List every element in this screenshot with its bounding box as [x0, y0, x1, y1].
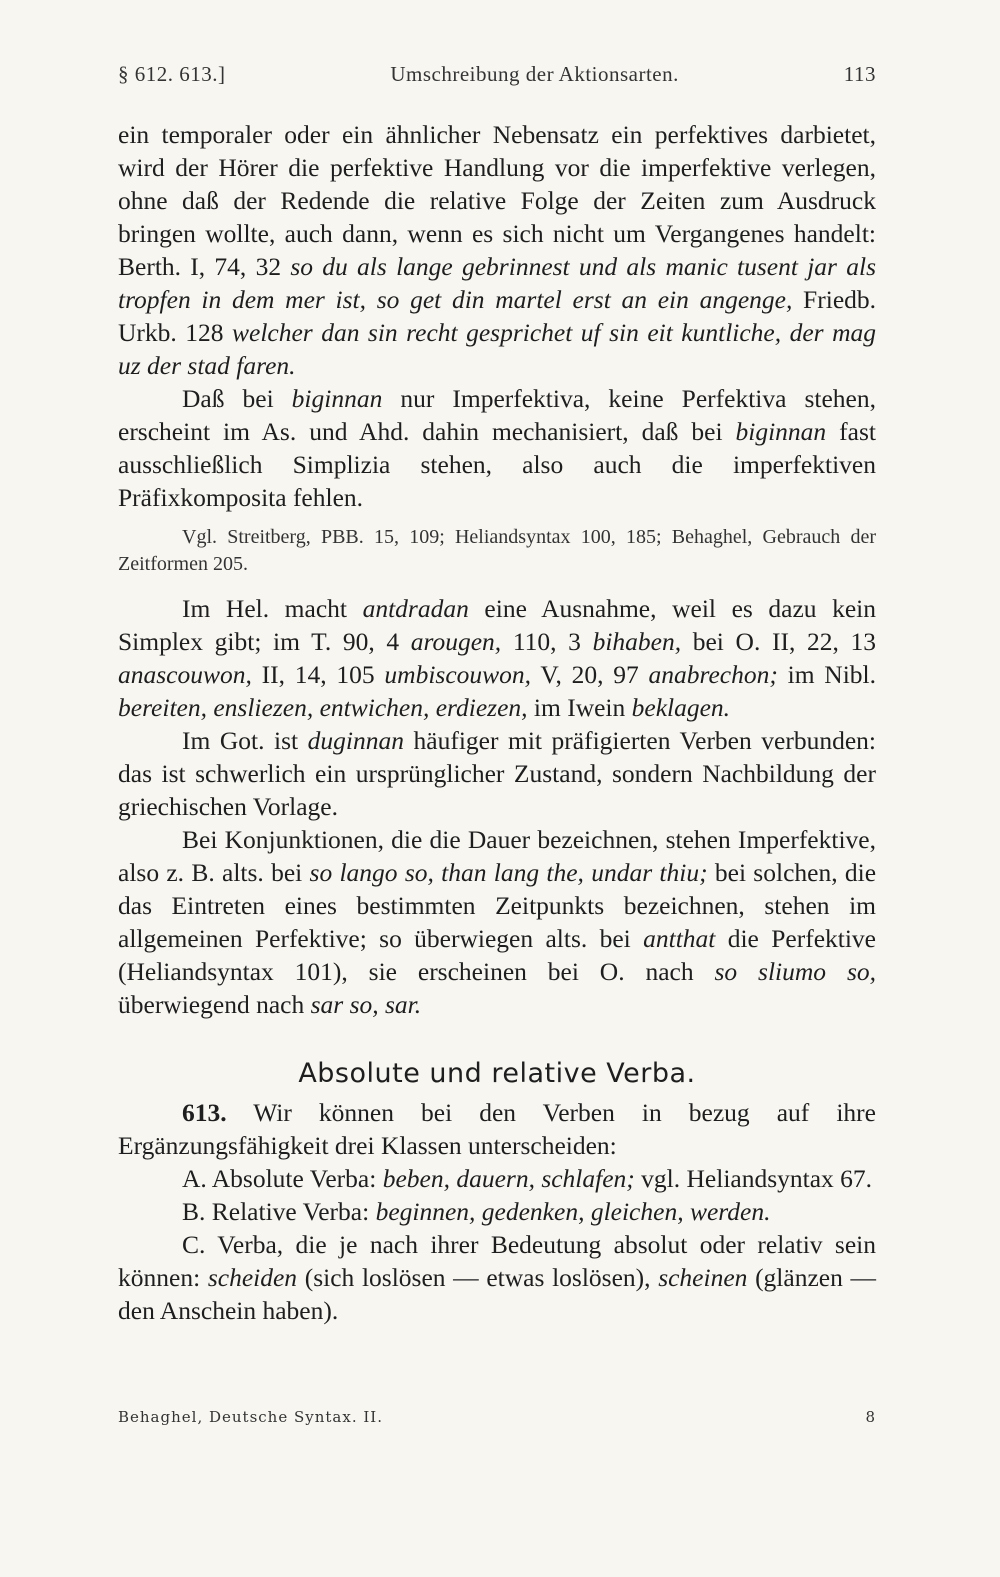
running-title: Umschreibung der Aktionsarten.: [390, 62, 679, 86]
page-number: 113: [843, 62, 876, 86]
footer-signature: Behaghel, Deutsche Syntax. II.: [118, 1408, 383, 1426]
item-a: A. Absolute Verba: beben, dauern, schlafen; vgl. Heliandsyntax 67.: [182, 1164, 873, 1193]
item-b: B. Relative Verba: beginnen, gedenken, gleichen, werden.: [182, 1197, 771, 1226]
running-header: [118, 62, 876, 87]
section-heading: Absolute und relative Verba.: [298, 1058, 696, 1089]
page-body: [118, 118, 876, 1327]
page-footer: [118, 1408, 876, 1426]
paragraph-6: Bei Konjunktionen, die die Dauer bezeichnen, stehen Imperfektive, also z. B. alts. bei so lango so, than lang the, undar thiu; bei solchen, die das Eintreten eines bestimmten Zeitpunkts bezeichnen, stehen im allgemeinen Perfektive; so überwiegen alts. bei antthat die Perfektive (Heliandsyntax 101), sie erscheinen bei O. nach so sliumo so, überwiegend nach sar so, sar.: [118, 825, 877, 1019]
paragraph-5: Im Got. ist duginnan häufiger mit präfigierten Verben verbunden: das ist schwerlich ein ursprünglicher Zustand, sondern Nachbildung der griechischen Vorlage.: [118, 726, 876, 821]
section-number: 613.: [182, 1098, 227, 1127]
reference-note: Vgl. Streitberg, PBB. 15, 109; Heliandsyntax 100, 185; Behaghel, Gebrauch der Zeitformen 205.: [118, 526, 876, 575]
paragraph-2: Daß bei biginnan nur Imperfektiva, keine Perfektiva stehen, erscheint im As. und Ahd. dahin mechanisiert, daß bei biginnan fast ausschließlich Simplizia stehen, also auch die imperfektiven Präfixkomposita fehlen.: [118, 384, 876, 512]
sheet-number: 8: [865, 1408, 876, 1426]
section-613-intro: 613. Wir können bei den Verben in bezug auf ihre Ergänzungsfähigkeit drei Klassen unterscheiden:: [118, 1098, 876, 1160]
item-c: C. Verba, die je nach ihrer Bedeutung absolut oder relativ sein können: scheiden (sich loslösen — etwas loslösen), scheinen (glänzen — den Anschein haben).: [118, 1230, 877, 1325]
section-reference: § 612. 613.]: [118, 62, 226, 86]
paragraph-4: Im Hel. macht antdradan eine Ausnahme, weil es dazu kein Simplex gibt; im T. 90, 4 arougen, 110, 3 bihaben, bei O. II, 22, 13 anascouwon, II, 14, 105 umbiscouwon, V, 20, 97 anabrechon; im Nibl. bereiten, ensliezen, entwichen, erdiezen, im Iwein beklagen.: [118, 594, 877, 722]
paragraph-1: ein temporaler oder ein ähnlicher Nebensatz ein perfektives darbietet, wird der Hörer die perfektive Handlung vor die imperfektive verlegen, ohne daß der Redende die relative Folge der Zeiten zum Ausdruck bringen wollte, auch dann, wenn es sich nicht um Vergangenes handelt: Berth. I, 74, 32 so du als lange gebrinnest und als manic tusent jar als tropfen in dem mer ist, so get din martel erst an ein angenge, Friedb. Urkb. 128 welcher dan sin recht gesprichet uf sin eit kuntliche, der mag uz der stad faren.: [118, 120, 877, 380]
